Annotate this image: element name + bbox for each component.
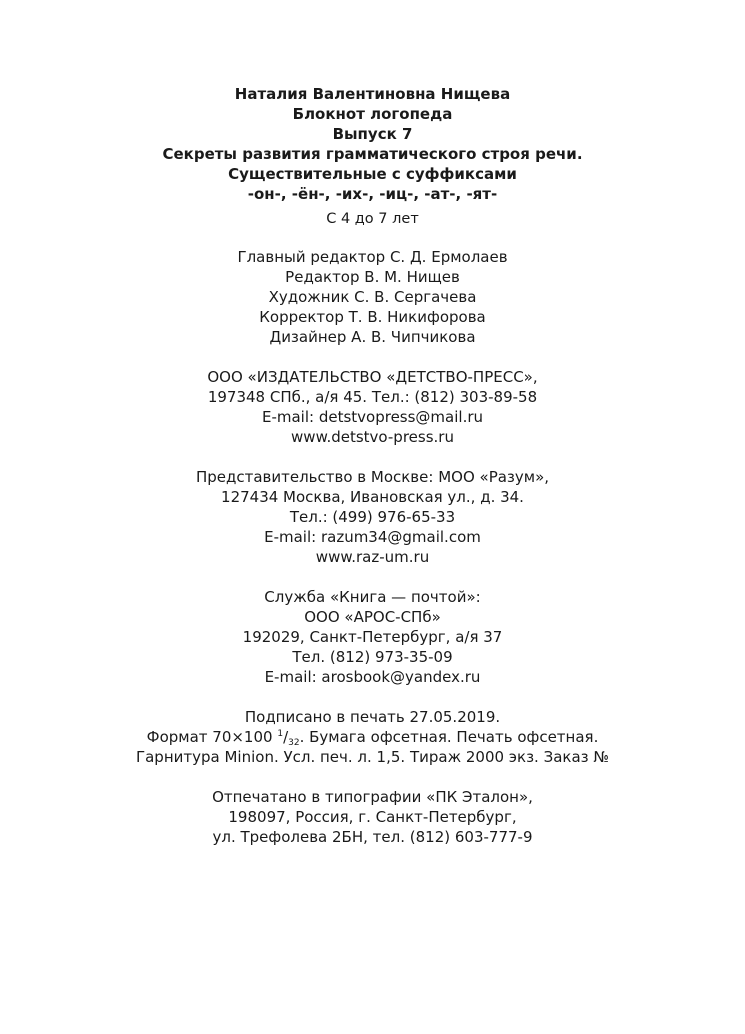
editor: Редактор В. М. Нищев bbox=[285, 268, 460, 286]
mail-service-phone: Тел. (812) 973-35-09 bbox=[292, 648, 453, 666]
printer-address: ул. Трефолева 2БН, тел. (812) 603-777-9 bbox=[212, 828, 533, 846]
chief-editor: Главный редактор С. Д. Ермолаев bbox=[237, 248, 508, 266]
moscow-office bbox=[0, 467, 745, 567]
moscow-office-name: Представительство в Москве: МОО «Разум», bbox=[195, 468, 550, 486]
mail-order-service bbox=[0, 587, 745, 687]
series-name: Блокнот логопеда bbox=[292, 105, 453, 123]
age-range: С 4 до 7 лет bbox=[326, 211, 419, 227]
signed-to-print: Подписано в печать 27.05.2019. bbox=[244, 708, 501, 726]
moscow-website: www.raz-um.ru bbox=[315, 548, 430, 566]
suffix-list: -он-, -ён-, -их-, -иц-, -ат-, -ят- bbox=[247, 185, 498, 203]
printer-info bbox=[0, 787, 745, 847]
publisher-name: ООО «ИЗДАТЕЛЬСТВО «ДЕТСТВО-ПРЕСС», bbox=[207, 368, 538, 386]
book-subtitle: Существительные с суффиксами bbox=[228, 165, 517, 183]
publisher-email: E-mail: detstvopress@mail.ru bbox=[261, 408, 484, 426]
typeface-line: Гарнитура Minion. Усл. печ. л. 1,5. Тираж 2000 экз. Заказ № bbox=[135, 748, 610, 766]
print-details bbox=[0, 707, 745, 767]
mail-service-company: ООО «АРОС-СПб» bbox=[304, 608, 441, 626]
imprint-page bbox=[0, 84, 745, 847]
mail-service-address: 192029, Санкт-Петербург, а/я 37 bbox=[242, 628, 503, 646]
format-prefix: Формат 70×100 bbox=[146, 728, 278, 746]
printer-name: Отпечатано в типографии «ПК Эталон», bbox=[212, 788, 533, 806]
publisher-website: www.detstvo-press.ru bbox=[291, 428, 454, 446]
publisher-address: 197348 СПб., а/я 45. Тел.: (812) 303-89-58 bbox=[207, 388, 538, 406]
mail-service-name: Служба «Книга — почтой»: bbox=[264, 588, 481, 606]
designer: Дизайнер А. В. Чипчикова bbox=[269, 328, 476, 346]
printer-city: 198097, Россия, г. Санкт-Петербург, bbox=[228, 808, 517, 826]
format-numerator: 1 bbox=[277, 729, 284, 739]
editorial-staff bbox=[0, 247, 745, 347]
mail-service-email: E-mail: arosbook@yandex.ru bbox=[264, 668, 481, 686]
issue-number: Выпуск 7 bbox=[332, 125, 413, 143]
moscow-address: 127434 Москва, Ивановская ул., д. 34. bbox=[221, 488, 524, 506]
moscow-email: E-mail: razum34@gmail.com bbox=[264, 528, 481, 546]
moscow-phone: Тел.: (499) 976-65-33 bbox=[289, 508, 456, 526]
author-name: Наталия Валентиновна Нищева bbox=[234, 85, 511, 103]
artist: Художник С. В. Сергачева bbox=[268, 288, 477, 306]
format-denominator: 32 bbox=[288, 738, 300, 748]
format-line bbox=[0, 727, 745, 747]
format-slash: / bbox=[283, 728, 289, 746]
title-block bbox=[0, 84, 745, 229]
book-title: Секреты развития грамматического строя речи. bbox=[162, 145, 583, 163]
format-suffix: . Бумага офсетная. Печать офсетная. bbox=[299, 728, 599, 746]
publisher-info bbox=[0, 367, 745, 447]
proofreader: Корректор Т. В. Никифорова bbox=[259, 308, 486, 326]
